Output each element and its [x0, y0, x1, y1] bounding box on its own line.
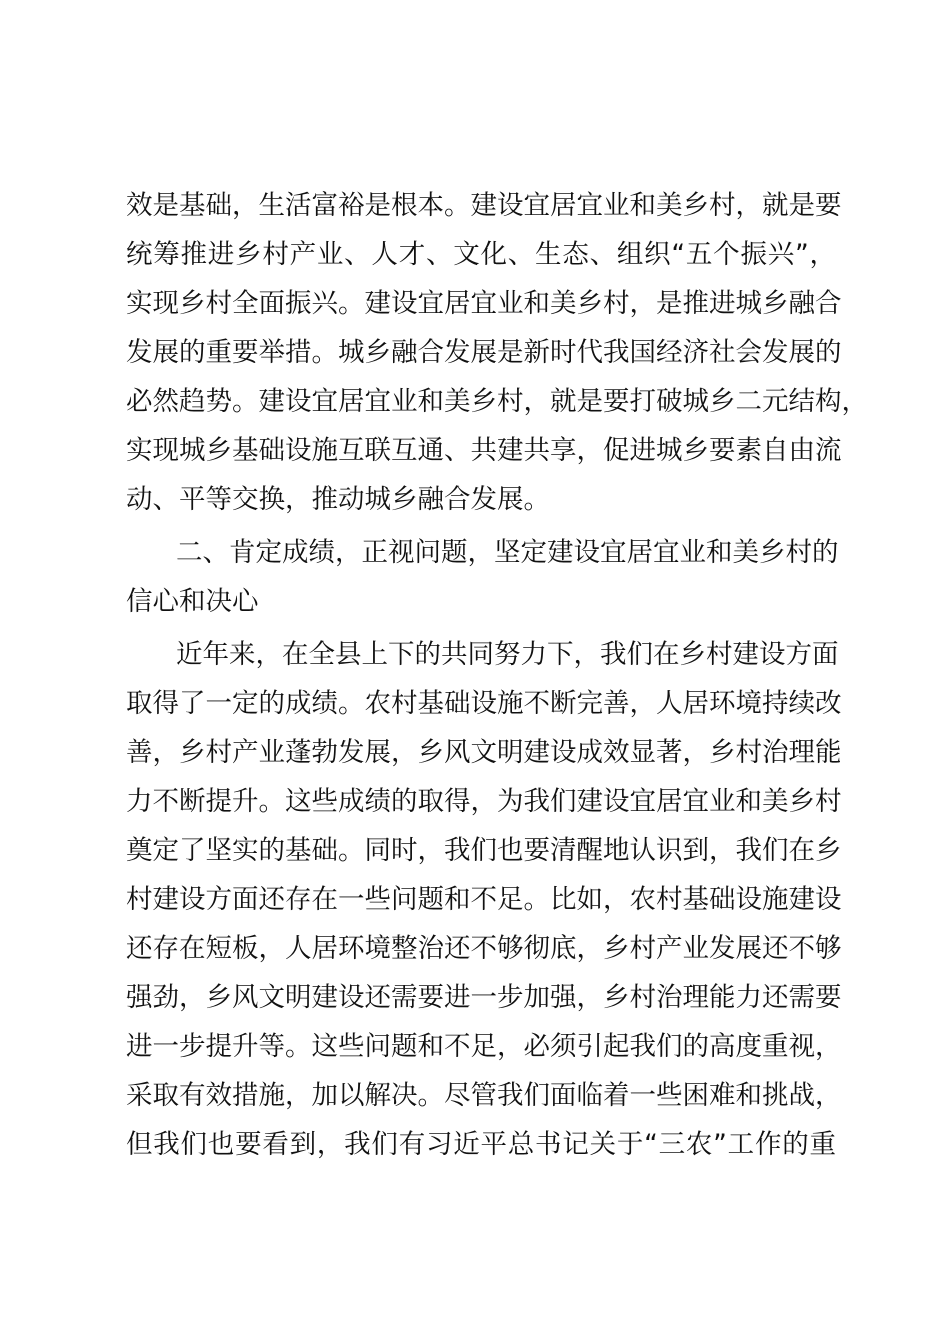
text-line: 近年来，在全县上下的共同努力下，我们在乡村建设方面	[176, 639, 839, 670]
section-heading-line: 二、肯定成绩，正视问题，坚定建设宜居宜业和美乡村的	[176, 537, 839, 568]
text-line: 还存在短板，人居环境整治还不够彻底，乡村产业发展还不够	[126, 933, 842, 964]
section-heading-line: 信心和决心	[126, 586, 259, 617]
text-line: 发展的重要举措。城乡融合发展是新时代我国经济社会发展的	[126, 337, 842, 368]
text-line: 必然趋势。建设宜居宜业和美乡村，就是要打破城乡二元结构，	[126, 386, 868, 417]
text-line: 力不断提升。这些成绩的取得，为我们建设宜居宜业和美乡村	[126, 786, 842, 817]
text-line: 动、平等交换，推动城乡融合发展。	[126, 484, 550, 515]
text-line: 实现乡村全面振兴。建设宜居宜业和美乡村，是推进城乡融合	[126, 288, 842, 319]
text-line: 进一步提升等。这些问题和不足，必须引起我们的高度重视，	[126, 1031, 842, 1062]
text-line: 强劲，乡风文明建设还需要进一步加强，乡村治理能力还需要	[126, 982, 842, 1013]
text-line: 村建设方面还存在一些问题和不足。比如，农村基础设施建设	[126, 884, 842, 915]
text-line: 取得了一定的成绩。农村基础设施不断完善，人居环境持续改	[126, 688, 842, 719]
text-line: 奠定了坚实的基础。同时，我们也要清醒地认识到，我们在乡	[126, 835, 842, 866]
text-line: 但我们也要看到，我们有习近平总书记关于“三农”工作的重	[126, 1129, 836, 1160]
text-line: 效是基础，生活富裕是根本。建设宜居宜业和美乡村，就是要	[126, 190, 842, 221]
text-line: 善，乡村产业蓬勃发展，乡风文明建设成效显著，乡村治理能	[126, 737, 842, 768]
text-line: 统筹推进乡村产业、人才、文化、生态、组织“五个振兴”，	[126, 239, 836, 270]
text-line: 实现城乡基础设施互联互通、共建共享，促进城乡要素自由流	[126, 435, 842, 466]
text-line: 采取有效措施，加以解决。尽管我们面临着一些困难和挑战，	[126, 1080, 842, 1111]
